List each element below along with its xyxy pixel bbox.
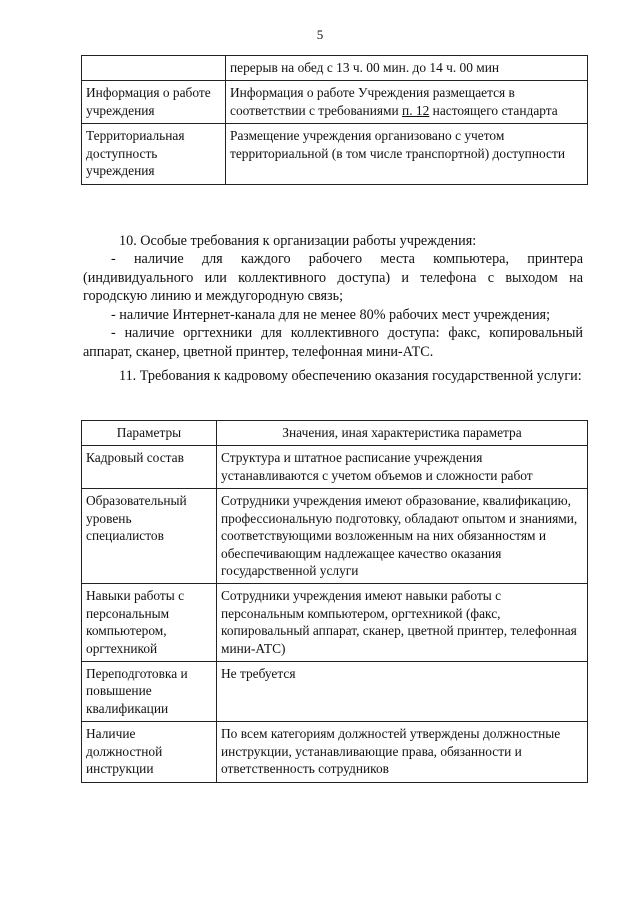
cell-text: настоящего стандарта	[429, 102, 558, 118]
table-row	[82, 446, 588, 489]
table-cell-value: перерыв на обед с 13 ч. 00 мин. до 14 ч. 00 мин	[226, 56, 588, 81]
table-cell-value	[226, 81, 588, 124]
table-row	[82, 56, 588, 81]
table-cell-value: Структура и штатное расписание учреждения устанавливаются с учетом объемов и сложности работ	[217, 446, 588, 489]
table-cell-param	[82, 56, 226, 81]
page-number: 5	[316, 27, 324, 42]
table-cell-param: Навыки работы с персональным компьютером, оргтехникой	[82, 584, 217, 662]
table-cell-value: Сотрудники учреждения имеют навыки работы с персональным компьютером, оргтехникой (факс, копировальный аппарат, сканер, цветной принтер, телефонная мини-АТС)	[217, 584, 588, 662]
table-cell-param: Информация о работе учреждения	[82, 81, 226, 124]
table-cell-param: Образовательный уровень специалистов	[82, 489, 217, 584]
section-10	[83, 232, 583, 361]
table-row	[82, 662, 588, 722]
table-header-row	[82, 421, 588, 446]
table-cell-value: Не требуется	[217, 662, 588, 722]
table-row	[82, 489, 588, 584]
table-cell-value: По всем категориям должностей утверждены должностные инструкции, устанавливающие права, обязанности и ответственность сотрудников	[217, 722, 588, 782]
table-cell-param: Наличие должностной инструкции	[82, 722, 217, 782]
section-11-heading: 11. Требования к кадровому обеспечению оказания государственной услуги:	[119, 368, 582, 384]
table-row	[82, 124, 588, 184]
staffing-table	[81, 420, 588, 783]
section-10-item: - наличие оргтехники для коллективного доступа: факс, копировальный аппарат, сканер, цветной принтер, телефонная мини-АТС.	[83, 325, 583, 360]
section-10-item: - наличие Интернет-канала для не менее 80% рабочих мест учреждения;	[111, 306, 551, 323]
clause-12-link[interactable]: п. 12	[402, 102, 430, 118]
table-cell-value: Размещение учреждения организовано с учетом территориальной (в том числе транспортной) доступности	[226, 124, 588, 184]
schedule-info-table	[81, 55, 588, 185]
table-row	[82, 81, 588, 124]
column-header: Параметры	[82, 421, 217, 446]
table-cell-param: Территориальная доступность учреждения	[82, 124, 226, 184]
section-10-heading: 10. Особые требования к организации работы учреждения:	[119, 233, 477, 249]
table-cell-value: Сотрудники учреждения имеют образование, квалификацию, профессиональную подготовку, обладают опытом и знаниями, соответствующими возложенным на них обязанностям и обеспечивающим надлежащее качество оказания государственной услуги	[217, 489, 588, 584]
table-cell-param: Переподготовка и повышение квалификации	[82, 662, 217, 722]
section-11	[83, 367, 583, 385]
section-10-item: - наличие для каждого рабочего места компьютера, принтера (индивидуального или коллективного доступа) и телефона с выходом на городскую линию и междугородную связь;	[83, 251, 583, 305]
table-row	[82, 722, 588, 782]
table-cell-param: Кадровый состав	[82, 446, 217, 489]
column-header: Значения, иная характеристика параметра	[217, 421, 588, 446]
table-row	[82, 584, 588, 662]
cell-text: Информация о работе Учреждения размещается в соответствии с требованиями	[230, 85, 515, 118]
